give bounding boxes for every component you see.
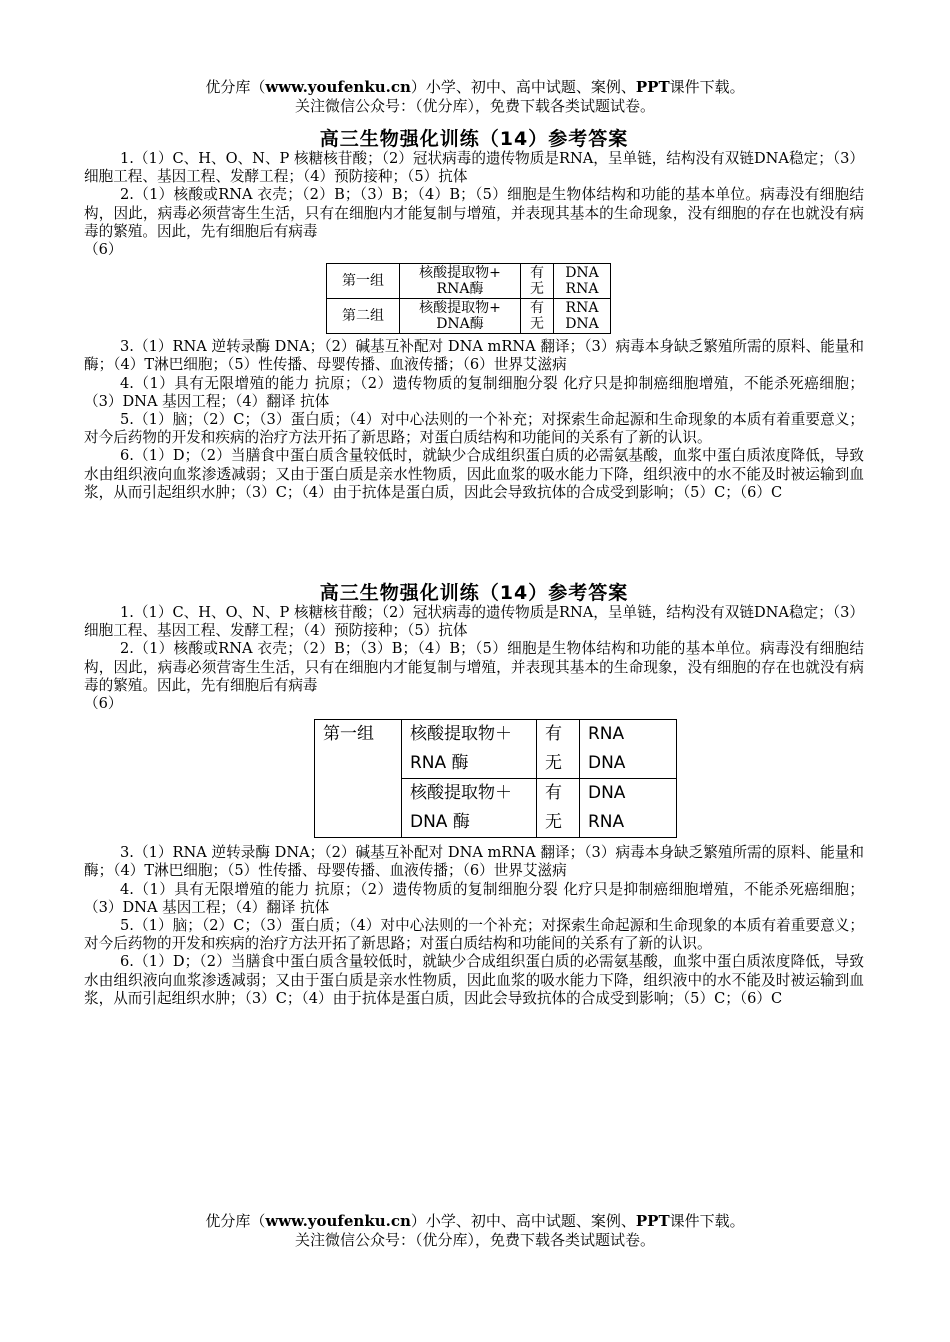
answer-q2: 2.（1）核酸或RNA 衣壳；（2）B；（3）B；（4）B；（5）细胞是生物体结构和功能的基本单位。病毒没有细胞结构，因此，病毒必须营寄生生活，只有在细胞内才能复制与增殖，并表现其基本的生命现象，没有细胞的存在也就没有病毒的繁殖。因此，先有细胞后有病毒 [84,186,864,240]
footer-line-2: 关注微信公众号：（优分库），免费下载各类试题试卷。 [294,1231,655,1249]
table-cell-result: RNA DNA [580,720,677,779]
table-cell-group: 第一组 [315,720,402,838]
table-cell-extract: 核酸提取物+ RNA酶 [400,264,521,299]
table-cell-result: RNA DNA [554,299,611,334]
table-cell-extract: 核酸提取物＋ RNA 酶 [402,720,537,779]
table-cell-yn: 有 无 [521,299,554,334]
answer-section-2 [84,582,864,1008]
footer-url: www.youfenku.cn [265,1212,411,1230]
section-title: 高三生物强化训练（14）参考答案 [319,128,629,150]
answer-q4: 4.（1）具有无限增殖的能力 抗原；（2）遗传物质的复制细胞分裂 化疗只是抑制癌细胞增殖，不能杀死癌细胞；（3）DNA 基因工程；（4）翻译 抗体 [84,880,864,916]
table-cell-group: 第一组 [327,264,400,299]
answer-section-1 [84,128,864,502]
page-header [0,78,950,116]
answer-q2: 2.（1）核酸或RNA 衣壳；（2）B；（3）B；（4）B；（5）细胞是生物体结构和功能的基本单位。病毒没有细胞结构，因此，病毒必须营寄生生活，只有在细胞内才能复制与增殖，并表现其基本的生命现象，没有细胞的存在也就没有病毒的繁殖。因此，先有细胞后有病毒 [84,640,864,694]
table-cell-group: 第二组 [327,299,400,334]
table-row [315,720,677,779]
answer-q6: 6.（1）D；（2）当膳食中蛋白质含量较低时，就缺少合成组织蛋白质的必需氨基酸，血浆中蛋白质浓度降低，导致水由组织液向血浆渗透减弱；又由于蛋白质是亲水性物质，因此血浆的吸水能力下降，组织液中的水不能及时被运输到血浆，从而引起组织水肿；（3）C；（4）由于抗体是蛋白质，因此会导致抗体的合成受到影响；（5）C；（6）C [84,953,864,1007]
answer-q6: 6.（1）D；（2）当膳食中蛋白质含量较低时，就缺少合成组织蛋白质的必需氨基酸，血浆中蛋白质浓度降低，导致水由组织液向血浆渗透减弱；又由于蛋白质是亲水性物质，因此血浆的吸水能力下降，组织液中的水不能及时被运输到血浆，从而引起组织水肿；（3）C；（4）由于抗体是蛋白质，因此会导致抗体的合成受到影响；（5）C；（6）C [84,447,864,501]
answer-q2-6: （6） [84,241,123,259]
header-line-1: 优分库（www.youfenku.cn）小学、初中、高中试题、案例、PPT课件下载。 [205,78,745,96]
answer-q5: 5.（1）脑；（2）C；（3）蛋白质；（4）对中心法则的一个补充；对探索生命起源和生命现象的本质有着重要意义；对今后药物的开发和疾病的治疗方法开拓了新思路；对蛋白质结构和功能间的关系有了新的认识。 [84,917,864,953]
table-cell-extract: 核酸提取物＋ DNA 酶 [402,779,537,838]
answer-q4: 4.（1）具有无限增殖的能力 抗原；（2）遗传物质的复制细胞分裂 化疗只是抑制癌细胞增殖，不能杀死癌细胞；（3）DNA 基因工程；（4）翻译 抗体 [84,374,864,410]
table-cell-yn: 有 无 [521,264,554,299]
answer-q3: 3.（1）RNA 逆转录酶 DNA；（2）碱基互补配对 DNA mRNA 翻译；（3）病毒本身缺乏繁殖所需的原料、能量和酶；（4）T淋巴细胞；（5）性传播、母婴传播、血液传播；（6）世界艾滋病 [84,844,864,880]
answer-table-image [314,719,677,838]
header-url: www.youfenku.cn [265,78,411,96]
table-cell-yn: 有 无 [537,779,580,838]
table-row [327,264,611,299]
table-row [327,299,611,334]
footer-line-1: 优分库（www.youfenku.cn）小学、初中、高中试题、案例、PPT课件下载。 [205,1212,745,1230]
header-line-2: 关注微信公众号：（优分库），免费下载各类试题试卷。 [294,97,655,115]
table-cell-result: DNA RNA [554,264,611,299]
answer-table [326,263,611,334]
page-footer [0,1212,950,1250]
answer-q1: 1.（1）C、H、O、N、P 核糖核苷酸；（2）冠状病毒的遗传物质是RNA，呈单链，结构没有双链DNA稳定；（3）细胞工程、基因工程、发酵工程；（4）预防接种；（5）抗体 [84,604,864,640]
answer-q5: 5.（1）脑；（2）C；（3）蛋白质；（4）对中心法则的一个补充；对探索生命起源和生命现象的本质有着重要意义；对今后药物的开发和疾病的治疗方法开拓了新思路；对蛋白质结构和功能间的关系有了新的认识。 [84,411,864,447]
answer-q2-6: （6） [84,695,123,713]
answer-q3: 3.（1）RNA 逆转录酶 DNA；（2）碱基互补配对 DNA mRNA 翻译；（3）病毒本身缺乏繁殖所需的原料、能量和酶；（4）T淋巴细胞；（5）性传播、母婴传播、血液传播；（6）世界艾滋病 [84,338,864,374]
table-cell-extract: 核酸提取物+ DNA酶 [400,299,521,334]
table-cell-yn: 有 无 [537,720,580,779]
table-cell-result: DNA RNA [580,779,677,838]
section-title: 高三生物强化训练（14）参考答案 [319,582,629,604]
answer-q1: 1.（1）C、H、O、N、P 核糖核苷酸；（2）冠状病毒的遗传物质是RNA，呈单链，结构没有双链DNA稳定；（3）细胞工程、基因工程、发酵工程；（4）预防接种；（5）抗体 [84,150,864,186]
